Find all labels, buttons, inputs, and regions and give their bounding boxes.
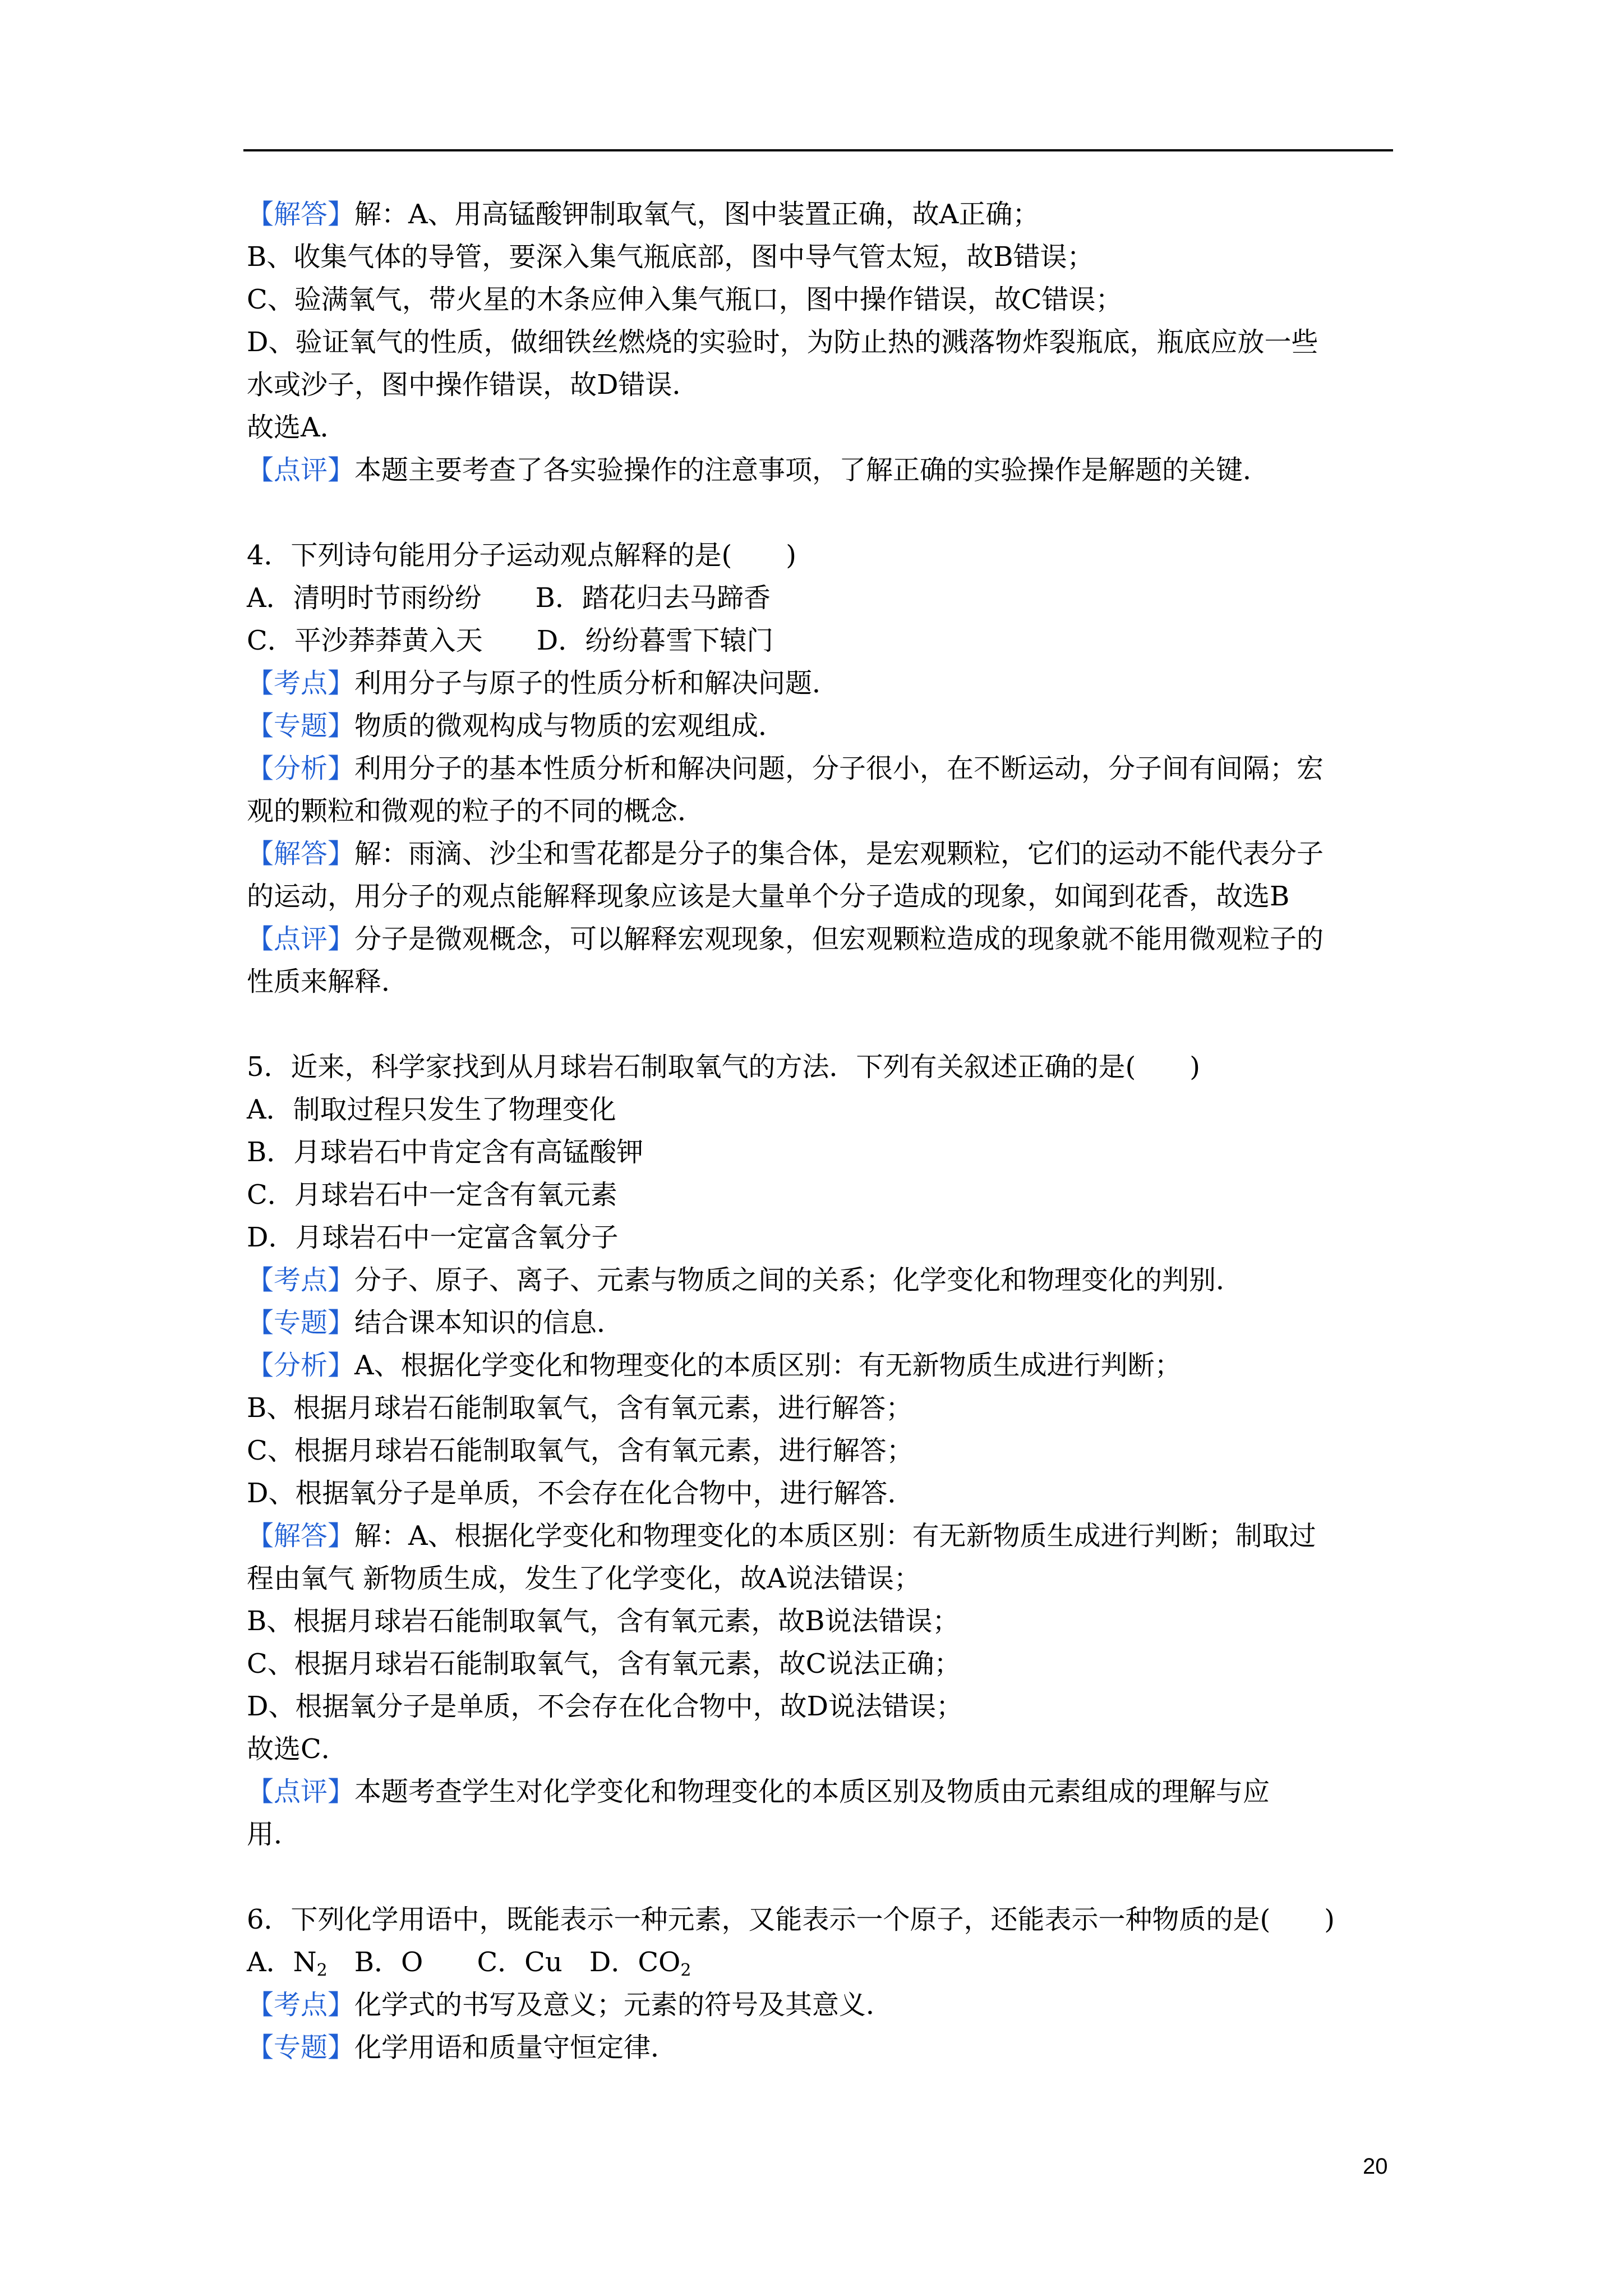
q4-fenxi-cont: 观的颗粒和微观的粒子的不同的概念．: [247, 795, 705, 827]
q4-options-row: C．平沙莽莽黄入天 D．纷纷暮雪下辕门: [247, 625, 774, 656]
zhuanti-tag: 【专题】: [247, 1307, 355, 1338]
q6-option-b: B．O: [354, 1947, 423, 1978]
comment-tag: 【点评】: [247, 454, 355, 486]
q3-answer-line: C、验满氧气，带火星的木条应伸入集气瓶口，图中操作错误，故C错误；: [247, 284, 1123, 315]
q5-kaodian: 【考点】分子、原子、离子、元素与物质之间的关系；化学变化和物理变化的判别．: [247, 1264, 1243, 1296]
q6-option-c: C．Cu: [477, 1947, 562, 1978]
kaodian-tag: 【考点】: [247, 1264, 355, 1296]
q6-stem: 6．下列化学用语中，既能表示一种元素，又能表示一个原子，还能表示一种物质的是( ): [247, 1904, 1335, 1935]
q5-zhuanti: 【专题】结合课本知识的信息．: [247, 1307, 624, 1338]
q5-jieda-line: D、根据氧分子是单质，不会存在化合物中，故D说法错误；: [247, 1691, 963, 1722]
q4-options-row: A．清明时节雨纷纷 B．踏花归去马蹄香: [247, 582, 771, 614]
q4-dianping-cont: 性质来解释．: [247, 966, 409, 997]
q5-jieda-line: B、根据月球岩石能制取氧气，含有氧元素，故B说法错误；: [247, 1605, 960, 1637]
q5-dianping: 【点评】本题考查学生对化学变化和物理变化的本质区别及物质由元素组成的理解与应: [247, 1776, 1270, 1807]
q5-stem: 5．近来，科学家找到从月球岩石制取氧气的方法．下列有关叙述正确的是( ): [247, 1051, 1200, 1083]
answer-tag: 【解答】: [247, 838, 355, 869]
q5-jieda-line: 程由氧气 新物质生成，发生了化学变化，故A说法错误；: [247, 1563, 921, 1594]
q4-kaodian: 【考点】利用分子与原子的性质分析和解决问题．: [247, 668, 840, 699]
q3-answer-line: 故选A．: [247, 412, 347, 443]
page-number: 20: [1363, 2154, 1388, 2179]
q5-fenxi: 【分析】A、根据化学变化和物理变化的本质区别：有无新物质生成进行判断；: [247, 1350, 1182, 1381]
q5-option: C．月球岩石中一定含有氧元素: [247, 1179, 617, 1211]
q3-answer-line: 【解答】解：A、用高锰酸钾制取氧气，图中装置正确，故A正确；: [247, 199, 1040, 230]
q5-fenxi-line: C、根据月球岩石能制取氧气，含有氧元素，进行解答；: [247, 1435, 914, 1466]
q5-option: D．月球岩石中一定富含氧分子: [247, 1222, 619, 1253]
q5-fenxi-line: D、根据氧分子是单质，不会存在化合物中，进行解答．: [247, 1478, 915, 1509]
q3-answer-line: 水或沙子，图中操作错误，故D错误．: [247, 369, 699, 401]
kaodian-tag: 【考点】: [247, 668, 355, 699]
q5-jieda-line: 故选C．: [247, 1733, 348, 1765]
header-rule: [243, 149, 1393, 151]
q6-option-d: D．$CO_2$: [589, 1947, 691, 1980]
kaodian-tag: 【考点】: [247, 1989, 355, 2021]
q5-fenxi-line: B、根据月球岩石能制取氧气，含有氧元素，进行解答；: [247, 1392, 913, 1424]
q3-answer-line: D、验证氧气的性质，做细铁丝燃烧的实验时，为防止热的溅落物炸裂瓶底，瓶底应放一些: [247, 326, 1318, 358]
q5-option: A．制取过程只发生了物理变化: [247, 1094, 616, 1125]
q4-jieda: 【解答】解：雨滴、沙尘和雪花都是分子的集合体，是宏观颗粒，它们的运动不能代表分子: [247, 838, 1324, 869]
q3-comment: 【点评】本题主要考查了各实验操作的注意事项，了解正确的实验操作是解题的关键．: [247, 454, 1270, 486]
comment-tag: 【点评】: [247, 923, 355, 955]
q4-stem: 4．下列诗句能用分子运动观点解释的是( ): [247, 540, 796, 571]
comment-tag: 【点评】: [247, 1776, 355, 1807]
q4-zhuanti: 【专题】物质的微观构成与物质的宏观组成．: [247, 710, 786, 742]
page-content: [247, 193, 1402, 2069]
q4-dianping: 【点评】分子是微观概念，可以解释宏观现象，但宏观颗粒造成的现象就不能用微观粒子的: [247, 923, 1324, 955]
q6-options: [247, 1941, 1402, 1984]
q6-kaodian: 【考点】化学式的书写及意义；元素的符号及其意义．: [247, 1989, 893, 2021]
fenxi-tag: 【分析】: [247, 1350, 355, 1381]
q5-jieda: 【解答】解：A、根据化学变化和物理变化的本质区别：有无新物质生成进行判断；制取过: [247, 1520, 1316, 1552]
q5-jieda-line: C、根据月球岩石能制取氧气，含有氧元素，故C说法正确；: [247, 1648, 961, 1680]
q5-option: B．月球岩石中肯定含有高锰酸钾: [247, 1137, 644, 1168]
q4-jieda-cont: 的运动，用分子的观点能解释现象应该是大量单个分子造成的现象，如闻到花香，故选B: [247, 881, 1290, 912]
answer-tag: 【解答】: [247, 199, 355, 230]
q3-answer-line: B、收集气体的导管，要深入集气瓶底部，图中导气管太短，故B错误；: [247, 241, 1094, 273]
zhuanti-tag: 【专题】: [247, 710, 355, 742]
q6-option-a: A．$N_2$: [247, 1947, 328, 1980]
q4-fenxi: 【分析】利用分子的基本性质分析和解决问题，分子很小，在不断运动，分子间有间隔；宏: [247, 753, 1324, 784]
fenxi-tag: 【分析】: [247, 753, 355, 784]
q6-zhuanti: 【专题】化学用语和质量守恒定律．: [247, 2032, 678, 2063]
zhuanti-tag: 【专题】: [247, 2032, 355, 2063]
answer-tag: 【解答】: [247, 1520, 355, 1552]
q5-dianping-cont: 用．: [247, 1819, 301, 1850]
